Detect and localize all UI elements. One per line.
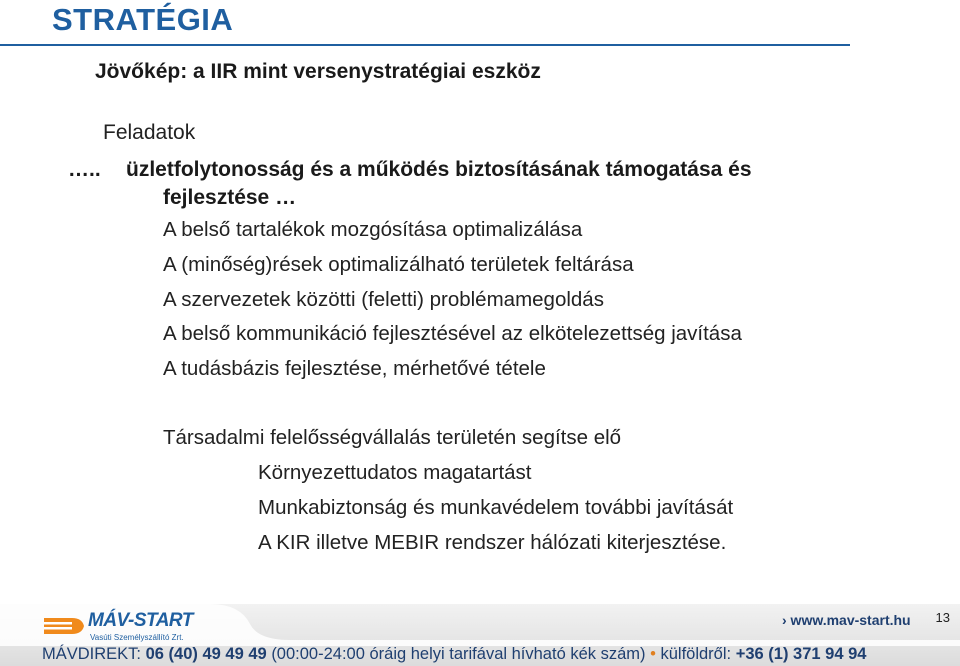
social-item: Környezettudatos magatartást xyxy=(258,461,532,484)
company-logo[interactable] xyxy=(42,610,202,644)
title-rule xyxy=(0,44,850,46)
task-item: A szervezetek közötti (feletti) problémamegoldás xyxy=(163,288,604,311)
website-link[interactable]: › www.mav-start.hu xyxy=(782,612,911,628)
hotline-text: (00:00-24:00 óráig helyi tarifával hívható kék szám) xyxy=(271,645,646,663)
lead-line-1: üzletfolytonosság és a működés biztosításának támogatása és xyxy=(126,158,752,181)
abroad-label: külföldről: xyxy=(660,645,732,663)
lead-text xyxy=(68,156,752,212)
hotline-bullet: • xyxy=(650,645,656,663)
lead-dots: ….. xyxy=(68,158,101,181)
footer xyxy=(0,604,960,666)
hotline-number: 06 (40) 49 49 49 xyxy=(145,645,267,663)
hotline-label: MÁVDIREKT: xyxy=(42,645,142,663)
task-item: A tudásbázis fejlesztése, mérhetővé tétele xyxy=(163,357,546,380)
task-item: A belső tartalékok mozgósítása optimalizálása xyxy=(163,218,583,241)
social-heading: Társadalmi felelősségvállalás területén segítse elő xyxy=(163,426,622,449)
social-item: Munkabiztonság és munkavédelem további javítását xyxy=(258,496,734,519)
logo-subtitle: Vasúti Személyszállító Zrt. xyxy=(90,633,184,642)
hotline-bar xyxy=(42,645,866,664)
section-heading: Feladatok xyxy=(103,121,196,144)
subtitle: Jövőkép: a IIR mint versenystratégiai eszköz xyxy=(95,60,541,83)
page-title: STRATÉGIA xyxy=(52,2,234,37)
logo-name: MÁV-START xyxy=(88,610,193,631)
lead-line-2: fejlesztése … xyxy=(163,186,297,209)
abroad-number: +36 (1) 371 94 94 xyxy=(735,645,867,663)
train-logo-icon xyxy=(42,612,88,640)
social-item: A KIR illetve MEBIR rendszer hálózati kiterjesztése. xyxy=(258,531,727,554)
task-item: A belső kommunikáció fejlesztésével az elkötelezettség javítása xyxy=(163,322,742,345)
page-number: 13 xyxy=(935,610,950,625)
task-item: A (minőség)rések optimalizálható területek feltárása xyxy=(163,253,634,276)
